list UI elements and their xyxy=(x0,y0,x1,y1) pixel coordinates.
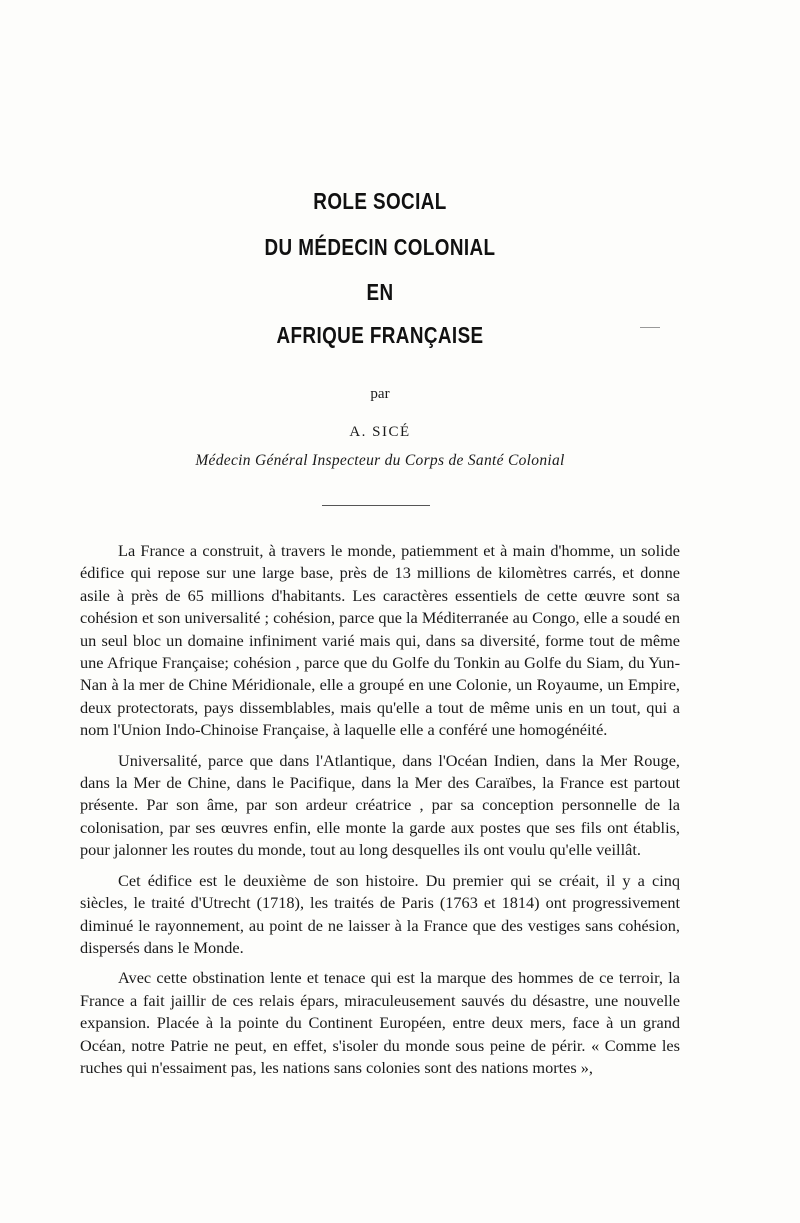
title-line-1: ROLE SOCIAL xyxy=(313,188,447,214)
author-affiliation: Médecin Général Inspecteur du Corps de Santé Colonial xyxy=(195,452,565,469)
article-body xyxy=(80,540,680,1087)
separator-rule xyxy=(322,505,430,506)
margin-mark xyxy=(640,327,660,328)
author-name: A. SICÉ xyxy=(349,424,411,440)
paragraph-1: La France a construit, à travers le monde, patiemment et à main d'homme, un solide édifice qui repose sur une large base, près de 13 millions de kilomètres carrés, et donne asile à près de 65 millions d'habitants. Les caractères essentiels de cette œuvre sont sa cohésion et son universalité ; cohésion, parce que la Méditerranée au Congo, elle a soudé en un seul bloc un domaine infiniment varié mais qui, dans sa diversité, forme tout de même une Afrique Française; cohésion , parce que du Golfe du Tonkin au Golfe du Siam, du Yun-Nan à la mer de Chine Méridionale, elle a groupé en une Colonie, un Royaume, un Empire, deux protectorats, pays dissemblables, mais qu'elle a tout de même unis en un tout, qui a nom l'Union Indo-Chinoise Française, à laquelle elle a conféré une homogénéité. xyxy=(80,541,680,740)
byline-par: par xyxy=(370,386,390,402)
paragraph-2: Universalité, parce que dans l'Atlantique, dans l'Océan Indien, dans la Mer Rouge, dans la Mer de Chine, dans le Pacifique, dans la Mer des Caraïbes, la France est partout présente. Par son âme, par son ardeur créatrice , par sa conception personnelle de la colonisation, par ses œuvres enfin, elle monte la garde aux postes que ses fils ont établis, pour jalonner les routes du monde, tout au long desquelles ils ont voulu qu'elle veillât. xyxy=(80,750,680,860)
title-line-3: EN xyxy=(366,279,394,305)
paragraph-3: Cet édifice est le deuxième de son histoire. Du premier qui se créait, il y a cinq siècles, le traité d'Utrecht (1718), les traités de Paris (1763 et 1814) ont progressivement diminué le rayonnement, au point de ne laisser à la France que des vestiges sans cohésion, dispersés dans le Monde. xyxy=(80,870,680,957)
title-line-2: DU MÉDECIN COLONIAL xyxy=(264,234,496,260)
paragraph-4: Avec cette obstination lente et tenace qui est la marque des hommes de ce terroir, la France a fait jaillir de ces relais épars, miraculeusement sauvés du désastre, une nouvelle expansion. Placée à la pointe du Continent Européen, entre deux mers, face à un grand Océan, notre Patrie ne peut, en effet, s'isoler du monde sous peine de périr. « Comme les ruches qui n'essaiment pas, les nations sans colonies sont des nations mortes », xyxy=(80,968,680,1077)
title-line-4: AFRIQUE FRANÇAISE xyxy=(276,322,484,348)
